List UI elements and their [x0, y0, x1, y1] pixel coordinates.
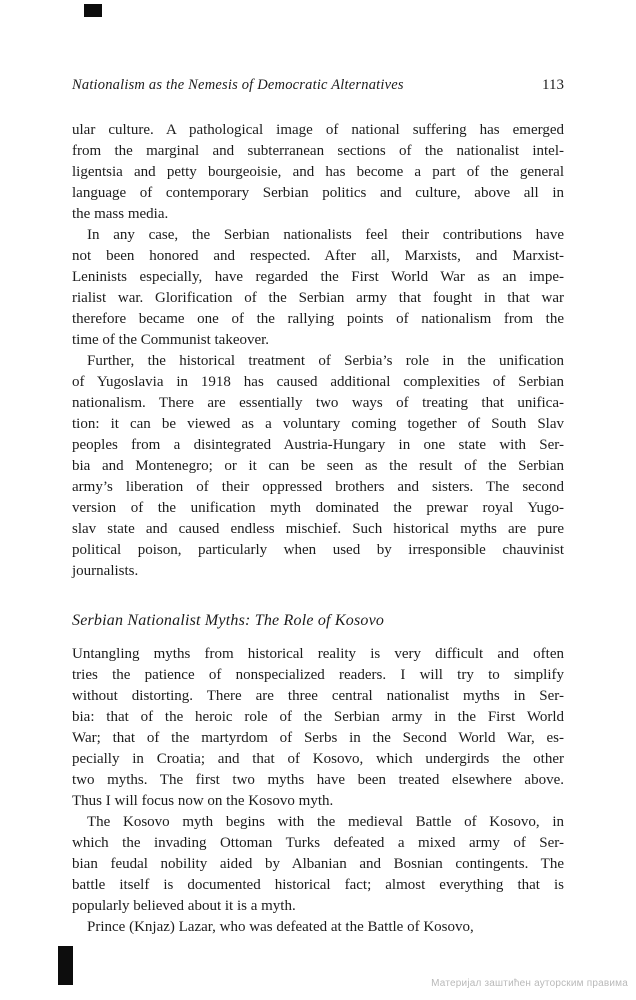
- scan-artifact-bottom: [58, 946, 73, 985]
- page-number: 113: [542, 77, 564, 93]
- text-line: slav state and caused endless mischief. Such historical myths are pure: [72, 521, 564, 537]
- text-line: language of contemporary Serbian politics and culture, above all in: [72, 185, 564, 201]
- text-line: bia: that of the heroic role of the Serbian army in the First World: [72, 709, 564, 725]
- paragraph: [72, 225, 564, 351]
- text-line: Thus I will focus now on the Kosovo myth.: [72, 793, 334, 809]
- text-line: political poison, particularly when used by irresponsible chauvinist: [72, 542, 564, 558]
- text-line: bia and Montenegro; or it can be seen as the result of the Serbian: [72, 458, 564, 474]
- text-line: Untangling myths from historical reality is very difficult and often: [72, 646, 564, 662]
- text-line: ular culture. A pathological image of national suffering has emerged: [72, 122, 564, 138]
- text-line: battle itself is documented historical fact; almost everything that is: [72, 877, 564, 893]
- paragraph: [72, 351, 564, 582]
- text-line: peoples from a disintegrated Austria-Hungary in one state with Ser-: [72, 437, 564, 453]
- copyright-notice: Материјал заштићен ауторским правима: [431, 978, 628, 989]
- text-line: War; that of the martyrdom of Serbs in the Second World War, es-: [72, 730, 564, 746]
- text-line: army’s liberation of their oppressed brothers and sisters. The second: [72, 479, 564, 495]
- text-line: which the invading Ottoman Turks defeated a mixed army of Ser-: [72, 835, 564, 851]
- text-line: not been honored and respected. After all, Marxists, and Marxist-: [72, 248, 564, 264]
- paragraph: [72, 120, 564, 225]
- paragraph: [72, 644, 564, 812]
- text-line: the mass media.: [72, 206, 169, 222]
- text-line: Further, the historical treatment of Serbia’s role in the unification: [87, 353, 564, 369]
- section-heading: Serbian Nationalist Myths: The Role of Kosovo: [72, 612, 385, 629]
- text-line: bian feudal nobility aided by Albanian and Bosnian contingents. The: [72, 856, 564, 872]
- text-line: rialist war. Glorification of the Serbian army that fought in that war: [72, 290, 564, 306]
- running-head: [72, 76, 564, 94]
- text-line: therefore became one of the rallying points of nationalism from the: [72, 311, 564, 327]
- text-line: In any case, the Serbian nationalists feel their contributions have: [87, 227, 564, 243]
- text-line: without distorting. There are three central nationalist myths in Ser-: [72, 688, 564, 704]
- scan-artifact-top: [84, 4, 102, 17]
- page-body: [72, 76, 564, 938]
- text-line: nationalism. There are essentially two ways of treating that unifica-: [72, 395, 564, 411]
- paragraph: [72, 917, 564, 938]
- text-line: ligentsia and petty bourgeoisie, and has become a part of the general: [72, 164, 564, 180]
- text-line: tries the patience of nonspecialized readers. I will try to simplify: [72, 667, 564, 683]
- text-line: time of the Communist takeover.: [72, 332, 270, 348]
- text-line: Prince (Knjaz) Lazar, who was defeated at the Battle of Kosovo,: [87, 919, 474, 935]
- text-line: journalists.: [72, 563, 139, 579]
- text-line: tion: it can be viewed as a voluntary coming together of South Slav: [72, 416, 564, 432]
- text-blocks: [72, 120, 564, 938]
- text-line: Leninists especially, have regarded the First World War as an impe-: [72, 269, 564, 285]
- paragraph: [72, 812, 564, 917]
- text-line: The Kosovo myth begins with the medieval Battle of Kosovo, in: [87, 814, 564, 830]
- text-line: version of the unification myth dominated the prewar royal Yugo-: [72, 500, 564, 516]
- text-line: of Yugoslavia in 1918 has caused additional complexities of Serbian: [72, 374, 564, 390]
- text-line: from the marginal and subterranean sections of the nationalist intel-: [72, 143, 564, 159]
- running-title: Nationalism as the Nemesis of Democratic Alternatives: [72, 77, 404, 93]
- text-line: pecially in Croatia; and that of Kosovo, which undergirds the other: [72, 751, 564, 767]
- text-line: popularly believed about it is a myth.: [72, 898, 296, 914]
- text-line: two myths. The first two myths have been treated elsewhere above.: [72, 772, 564, 788]
